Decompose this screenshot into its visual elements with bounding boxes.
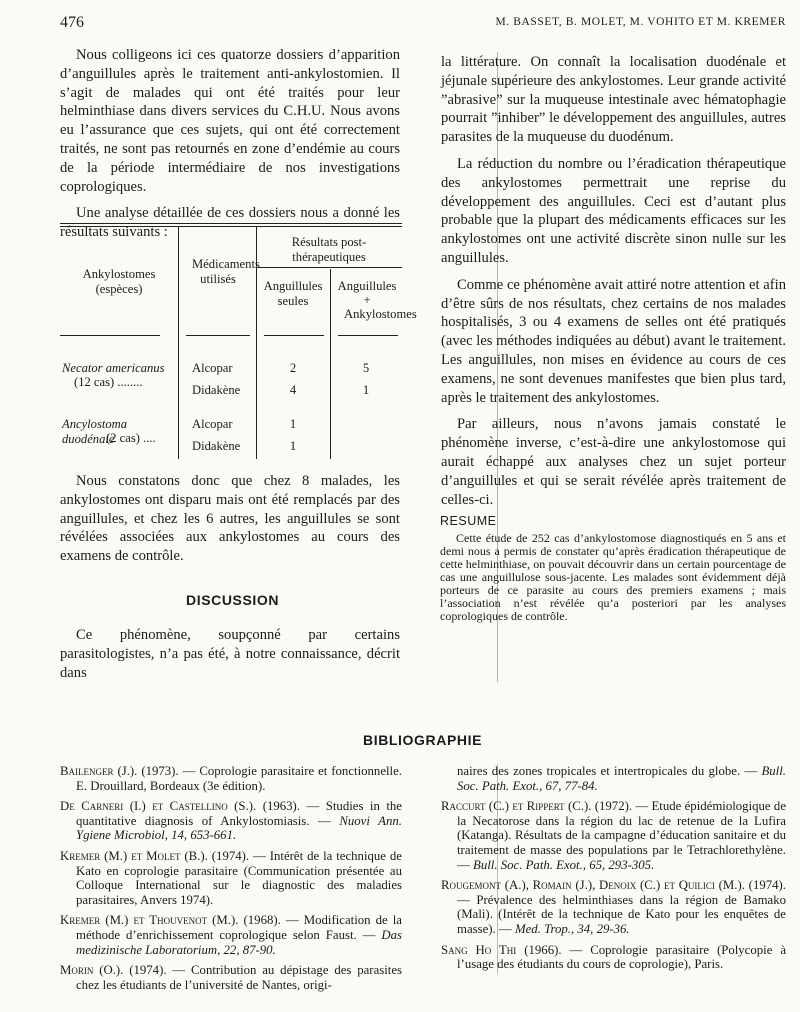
reference-morin-continued: naires des zones tropicales et intertropicales du globe. — Bull. Soc. Path. Exot., 67, 77-84. xyxy=(457,764,786,793)
header-anguillules-only: Anguillules seules xyxy=(263,279,323,308)
table-vline-1 xyxy=(178,227,179,459)
bibliography-right xyxy=(441,764,786,978)
header-anguillules-plus-3: Ankylostomes xyxy=(344,307,417,321)
row2-only-1: 1 xyxy=(289,417,297,431)
paragraph-conclusion: Nous constatons donc que chez 8 malades, les ankylostomes ont disparu mais ont été remplacés par des anguillules, et chez les 6 autres, les anguillules se sont révélées associées aux ankylostomes au cours des examens de contrôle. xyxy=(60,473,400,565)
bibliography-left xyxy=(60,764,402,998)
paragraph-inverse: Par ailleurs, nous n’avons jamais constaté le phénomène inverse, c’est-à-dire une ankylostomose qui aurait échappé aux analyses chez un sujet porteur d’anguillules et qui se serait révélée après traitement de celles-ci. xyxy=(441,416,786,508)
reference-kremer-thouvenot: Kremer (M.) et Thouvenot (M.). (1968). — Modification de la méthode d’enrichissement coprologique selon Faust. — Das medizinische Laboratorium, 22, 87-90. xyxy=(60,913,402,957)
table-hline-header-3 xyxy=(264,335,324,336)
resume-text: Cette étude de 252 cas d’ankylostomose diagnostiqués en 5 ans et demi nous a permis de constater qu’après éradication thérapeutique de cette helminthiase, on pouvait découvrir dans un certain pourcentage de cas une anguillulose sous-jacente. Les malades sont évidemment déjà porteurs de ce parasite au cours des premiers examens ; mais l’association n’est révélée qu’a posteriori par les analyses coprologiques de contrôle. xyxy=(440,531,786,623)
paragraph-analysis: Une analyse détaillée de ces dossiers nous a donné les résultats suivants : xyxy=(60,205,400,241)
results-table xyxy=(60,223,417,469)
row2-cases: (2 cas) .... xyxy=(106,431,156,445)
row1-cases: (12 cas) ........ xyxy=(74,375,143,389)
row2-species: Ancylostoma duodénale xyxy=(62,417,128,446)
page-number: 476 xyxy=(60,14,84,31)
row1-drug-2: Didakène xyxy=(192,383,241,397)
table-hline-header-4 xyxy=(338,335,398,336)
discussion-heading: DISCUSSION xyxy=(186,592,280,608)
header-species: Ankylostomes (espèces) xyxy=(82,267,156,296)
paragraph-discussion: Ce phénomène, soupçonné par certains parasitologistes, n’a pas été, à notre connaissance, décrit dans xyxy=(60,627,400,681)
row1-plus-2: 1 xyxy=(362,383,370,397)
row2-drug-1: Alcopar xyxy=(192,417,233,431)
reference-sang-ho-thi: Sang Ho Thi (1966). — Coprologie parasitaire (Polycopie à l’usage des étudiants du cours de coprologie), Paris. xyxy=(441,942,786,972)
paragraph-verification: Comme ce phénomène avait attiré notre attention et afin d’être sûrs de nos résultats, chez certains de nos malades hospitalisés, 3 ou 4 examens de selles ont été pratiqués (avec les méthodes indiquées au début) avant le traitement. Les anguillules, non mises en évidence au cours de ces examens, ne sont devenues manifestes que bien plus tard, après le traitement des ankylostomes. xyxy=(441,276,786,406)
header-results: Résultats post-thérapeutiques xyxy=(291,235,367,264)
reference-morin: Morin (O.). (1974). — Contribution au dépistage des parasites chez les étudiants de l’université de Nantes, origi- xyxy=(60,963,402,992)
left-column-discussion xyxy=(60,626,400,682)
header-anguillules-plus-1: Anguillules xyxy=(337,279,397,293)
reference-kremer-molet: Kremer (M.) et Molet (B.). (1974). — Intérêt de la technique de Kato en coprologie parasitaire (Communication présentée au Colloque International sur le diagnostic des maladies parasitaires, Anvers 1974). xyxy=(60,848,402,907)
header-drugs: Médicaments utilisés xyxy=(192,257,260,286)
reference-rougemont: Rougemont (A.), Romain (J.), Denoix (C.) et Quilici (M.). (1974). — Prévalence des helminthiases dans la région de Bamako (Mali). (Intérêt de la technique de Kato pour les enquêtes de masse). — Med. Trop., 34, 29-36. xyxy=(441,878,786,936)
row1-only-2: 4 xyxy=(289,383,297,397)
left-column-conclusion xyxy=(60,472,400,566)
table-top-rule xyxy=(60,223,402,224)
table-hline-header-1 xyxy=(60,335,160,336)
reference-bailenger: Bailenger (J.). (1973). — Coprologie parasitaire et fonctionnelle. E. Drouillard, Bordeaux (3e édition). xyxy=(60,764,402,793)
paragraph-intro: Nous colligeons ici ces quatorze dossiers d’apparition d’anguillules après le traitement anti-ankylostomien. Il s’agit de malades qui ont été traités pour leur helminthiase dans divers services du C.H.U. Nous avons eu l’assurance que ces sujets, qui ont été correctement traités, ne sont pas retournés en zone d’endémie au cours de la période intermédiaire de nos investigations coprologiques. xyxy=(60,47,400,195)
reference-raccurt: Raccurt (C.) et Rippert (C.). (1972). — Etude épidémiologique de la Necatorose dans la région du lac de retenue de la Lufira (Katanga). Résultats de la campagne d’éducation sanitaire et du traitement de masse des populations par le Tetrachlorethylène. — Bull. Soc. Path. Exot., 65, 293-305. xyxy=(441,799,786,872)
left-column-top xyxy=(60,46,400,242)
table-hline-header-2 xyxy=(186,335,250,336)
row1-drug-1: Alcopar xyxy=(192,361,233,375)
row1-plus-1: 5 xyxy=(362,361,370,375)
table-top-rule-2 xyxy=(60,226,402,227)
running-header: M. BASSET, B. MOLET, M. VOHITO ET M. KREMER xyxy=(495,16,786,28)
reference-de-carneri: De Carneri (I.) et Castellino (S.). (1963). — Studies in the quantitative diagnosis of Ankylostomiasis. — Nuovi Ann. Ygiene Microbiol, 14, 653-661. xyxy=(60,799,402,843)
resume-heading: RESUME xyxy=(440,514,497,528)
row2-only-2: 1 xyxy=(289,439,297,453)
table-hline-results xyxy=(256,267,402,268)
bibliography-heading: BIBLIOGRAPHIE xyxy=(363,732,483,748)
paragraph-reduction: La réduction du nombre ou l’éradication thérapeutique des ankylostomes permettrait une reprise du développement des anguillules. Ceci est d’autant plus probable que la plupart des médicaments efficaces sur les ankylostomes ont une activité discrète sinon nulle sur les anguillules. xyxy=(441,155,786,266)
header-anguillules-plus-2: + xyxy=(363,293,371,307)
row1-only-1: 2 xyxy=(289,361,297,375)
paragraph-literature: la littérature. On connaît la localisation duodénale et jéjunale supérieure des ankylostomes. Leur grande activité ”abrasive” sur la muqueuse intestinale avec hématophagie pourrait ”inhiber” le développement des anguillules, autres parasites de la muqueuse du duodénum. xyxy=(441,54,786,146)
row2-drug-2: Didakène xyxy=(192,439,241,453)
right-column xyxy=(441,53,786,509)
row1-species: Necator americanus xyxy=(62,361,165,375)
